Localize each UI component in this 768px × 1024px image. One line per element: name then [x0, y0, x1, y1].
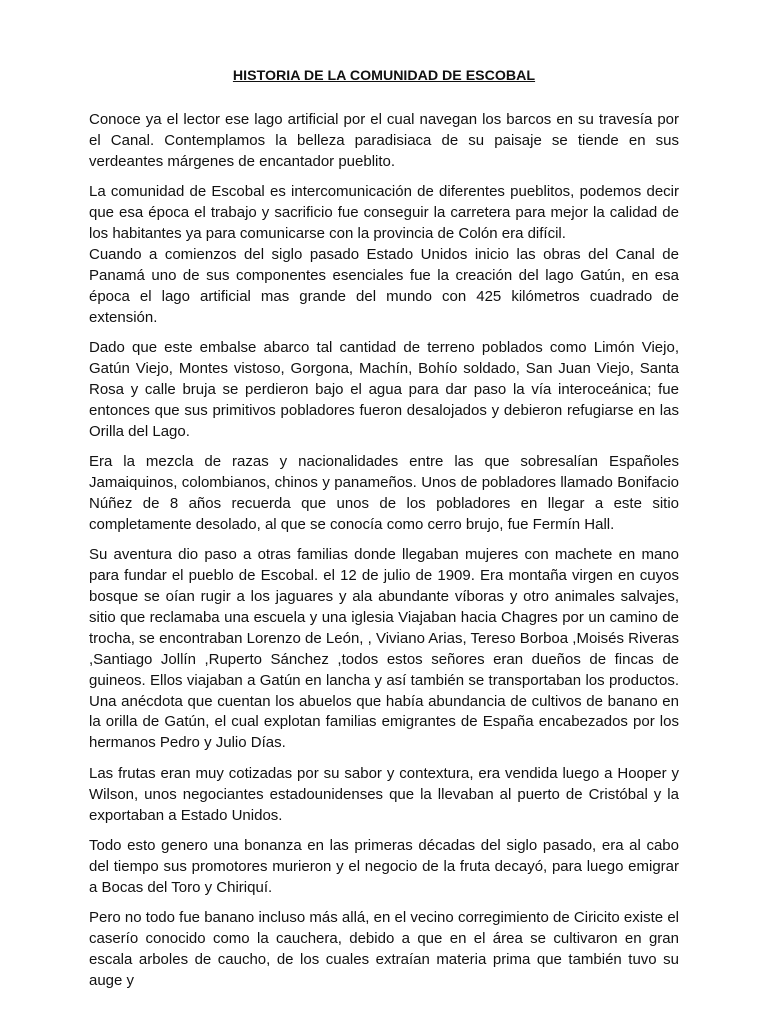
paragraph-founding: Su aventura dio paso a otras familias donde llegaban mujeres con machete en mano para fundar el pueblo de Escobal. el 12 de julio de 1909. Era montaña virgen en cuyos bosque se oían rugir a los jaguares y ala abundante víboras y otro animales salvajes, sitio que reclamaba una escuela y una iglesia Viajaban hacia Chagres por un camino de trocha, se encontraban Lorenzo de León, , Viviano Arias, Tereso Borboa ,Moisés Riveras ,Santiago Jollín ,Ruperto Sánchez ,todos estos señores eran dueños de fincas de guineos. Ellos viajaban a Gatún en lancha y así también se transportaban los productos. Una anécdota que cuentan los abuelos que había abundancia de cultivos de banano en la orilla de Gatún, el cual explotan familias emigrantes de España encabezados por los hermanos Pedro y Julio Días. [89, 546, 679, 752]
paragraph-reservoir: Dado que este embalse abarco tal cantidad de terreno poblados como Limón Viejo, Gatún Viejo, Montes vistoso, Gorgona, Machín, Bohío soldado, San Juan Viejo, Santa Rosa y calle bruja se perdieron bajo el agua para dar paso la vía interoceánica; fue entonces que sus primitivos pobladores fueron desalojados y debieron refugiarse en las Orilla del Lago. [89, 339, 679, 440]
paragraph-fruit-trade: Las frutas eran muy cotizadas por su sabor y contextura, era vendida luego a Hooper y Wilson, unos negociantes estadounidenses que la llevaban al puerto de Cristóbal y la exportaban a Estado Unidos. [89, 764, 679, 824]
paragraph-rubber: Pero no todo fue banano incluso más allá, en el vecino corregimiento de Ciricito existe el caserío conocido como la cauchera, debido a que en el área se cultivaron en gran escala arboles de caucho, de los cuales extraían materia prima que también tuvo su auge y [89, 909, 679, 989]
paragraph-bonanza: Todo esto genero una bonanza en las primeras décadas del siglo pasado, era al cabo del tiempo sus promotores murieron y el negocio de la fruta decayó, para luego emigrar a Bocas del Toro y Chiriquí. [89, 837, 679, 896]
paragraph-community: La comunidad de Escobal es intercomunicación de diferentes pueblitos, podemos decir que esa época el trabajo y sacrificio fue conseguir la carretera para mejor la calidad de los habitantes ya para comunicarse con la provincia de Colón era difícil. [89, 183, 679, 243]
paragraph-canal: Cuando a comienzos del siglo pasado Estado Unidos inicio las obras del Canal de Panamá uno de sus componentes esenciales fue la creación del lago Gatún, en esa época el lago artificial mas grande del mundo con 425 kilómetros cuadrado de extensión. [89, 245, 679, 326]
paragraph-population: Era la mezcla de razas y nacionalidades entre las que sobresalían Españoles Jamaiquinos, colombianos, chinos y panameños. Unos de pobladores llamado Bonifacio Núñez de 8 años recuerda que unos de los pobladores en llegar a este sitio completamente desolado, al que se conocía como cerro brujo, fue Fermín Hall. [89, 453, 679, 533]
paragraph-intro: Conoce ya el lector ese lago artificial por el cual navegan los barcos en su travesía por el Canal. Contemplamos la belleza paradisiaca de su paisaje se tiende en sus verdeantes márgenes de encantador pueblito. [89, 111, 679, 170]
document-page [89, 66, 679, 1001]
document-title: HISTORIA DE LA COMUNIDAD DE ESCOBAL [232, 68, 536, 84]
